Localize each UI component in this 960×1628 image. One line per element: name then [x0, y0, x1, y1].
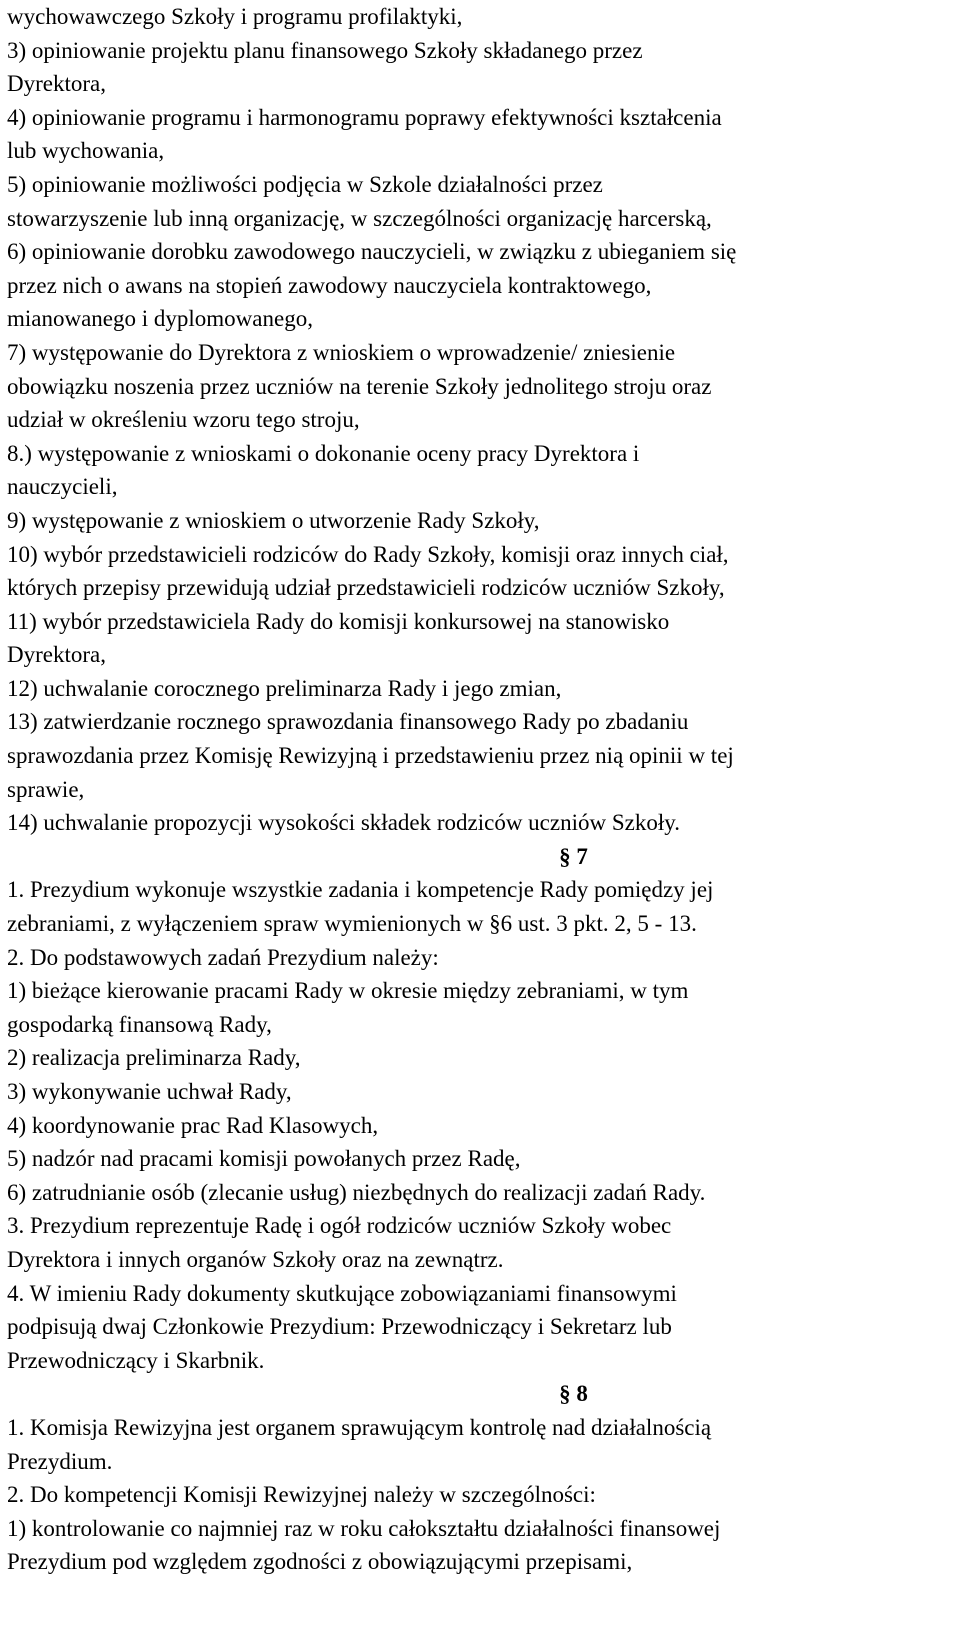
text-line: 1. Prezydium wykonuje wszystkie zadania i kompetencje Rady pomiędzy jej [7, 877, 714, 903]
text-line: 2) realizacja preliminarza Rady, [7, 1045, 301, 1071]
text-line: 4) opiniowanie programu i harmonogramu poprawy efektywności kształcenia [7, 104, 722, 130]
section-8 [7, 1377, 940, 1579]
text-line: mianowanego i dyplomowanego, [7, 306, 313, 332]
text-line: 14) uchwalanie propozycji wysokości składek rodziców uczniów Szkoły. [7, 810, 680, 836]
text-line: 2. Do kompetencji Komisji Rewizyjnej należy w szczególności: [7, 1482, 596, 1508]
text-line: 3) wykonywanie uchwał Rady, [7, 1079, 292, 1104]
text-line: Dyrektora i innych organów Szkoły oraz na zewnątrz. [7, 1246, 504, 1272]
text-line: 10) wybór przedstawicieli rodziców do Rady Szkoły, komisji oraz innych ciał, [7, 541, 729, 567]
text-line: sprawie, [7, 776, 85, 802]
text-line: Dyrektora, [7, 642, 106, 668]
text-line: przez nich o awans na stopień zawodowy nauczyciela kontraktowego, [7, 272, 652, 298]
text-line: stowarzyszenie lub inną organizację, w szczególności organizację harcerską, [7, 205, 712, 231]
text-line: 1) bieżące kierowanie pracami Rady w okresie między zebraniami, w tym [7, 978, 689, 1004]
text-line: podpisują dwaj Członkowie Prezydium: Przewodniczący i Sekretarz lub [7, 1314, 672, 1340]
text-line: 7) występowanie do Dyrektora z wnioskiem o wprowadzenie/ zniesienie [7, 339, 676, 365]
text-line: 1) kontrolowanie co najmniej raz w roku całokształtu działalności finansowej [7, 1515, 721, 1541]
text-line: których przepisy przewidują udział przedstawicieli rodziców uczniów Szkoły, [7, 575, 725, 601]
text-line: 3. Prezydium reprezentuje Radę i ogół rodziców uczniów Szkoły wobec [7, 1213, 672, 1239]
competence-list [7, 0, 940, 840]
text-line: sprawozdania przez Komisję Rewizyjną i przedstawieniu przez nią opinii w tej [7, 743, 734, 769]
text-line: 9) występowanie z wnioskiem o utworzenie Rady Szkoły, [7, 507, 540, 533]
text-line: 4) koordynowanie prac Rad Klasowych, [7, 1112, 379, 1138]
text-line: Przewodniczący i Skarbnik. [7, 1347, 265, 1373]
text-line: 3) opiniowanie projektu planu finansowego Szkoły składanego przez [7, 37, 643, 63]
text-line: gospodarką finansową Rady, [7, 1011, 272, 1037]
text-line: Dyrektora, [7, 71, 106, 97]
text-line: udział w określeniu wzoru tego stroju, [7, 407, 360, 433]
text-line: lub wychowania, [7, 138, 165, 164]
text-line: obowiązku noszenia przez uczniów na terenie Szkoły jednolitego stroju oraz [7, 373, 712, 399]
text-line: 2. Do podstawowych zadań Prezydium należy: [7, 944, 439, 970]
text-line: 6) opiniowanie dorobku zawodowego nauczycieli, w związku z ubieganiem się [7, 239, 737, 265]
text-line: 5) opiniowanie możliwości podjęcia w Szkole działalności przez [7, 171, 603, 197]
text-line: 6) zatrudnianie osób (zlecanie usług) niezbędnych do realizacji zadań Rady. [7, 1179, 706, 1205]
text-line: 8.) występowanie z wnioskami o dokonanie oceny pracy Dyrektora i [7, 440, 640, 466]
text-line: 5) nadzór nad pracami komisji powołanych przez Radę, [7, 1146, 521, 1172]
text-line: 4. W imieniu Rady dokumenty skutkujące zobowiązaniami finansowymi [7, 1280, 677, 1306]
text-line: nauczycieli, [7, 474, 118, 500]
text-line: 13) zatwierdzanie rocznego sprawozdania finansowego Rady po zbadaniu [7, 709, 689, 735]
text-line: wychowawczego Szkoły i programu profilaktyki, [7, 4, 463, 29]
text-line: Prezydium pod względem zgodności z obowiązującymi przepisami, [7, 1549, 633, 1575]
text-line: Prezydium. [7, 1448, 113, 1474]
section-7 [7, 840, 940, 1378]
text-line: 12) uchwalanie corocznego preliminarza Rady i jego zmian, [7, 675, 562, 701]
section-heading: § 7 [559, 843, 588, 869]
text-line: 1. Komisja Rewizyjna jest organem sprawującym kontrolę nad działalnością [7, 1414, 712, 1440]
text-line: zebraniami, z wyłączeniem spraw wymienionych w §6 ust. 3 pkt. 2, 5 - 13. [7, 911, 697, 937]
text-line: 11) wybór przedstawiciela Rady do komisji konkursowej na stanowisko [7, 608, 670, 634]
section-heading: § 8 [559, 1381, 588, 1407]
